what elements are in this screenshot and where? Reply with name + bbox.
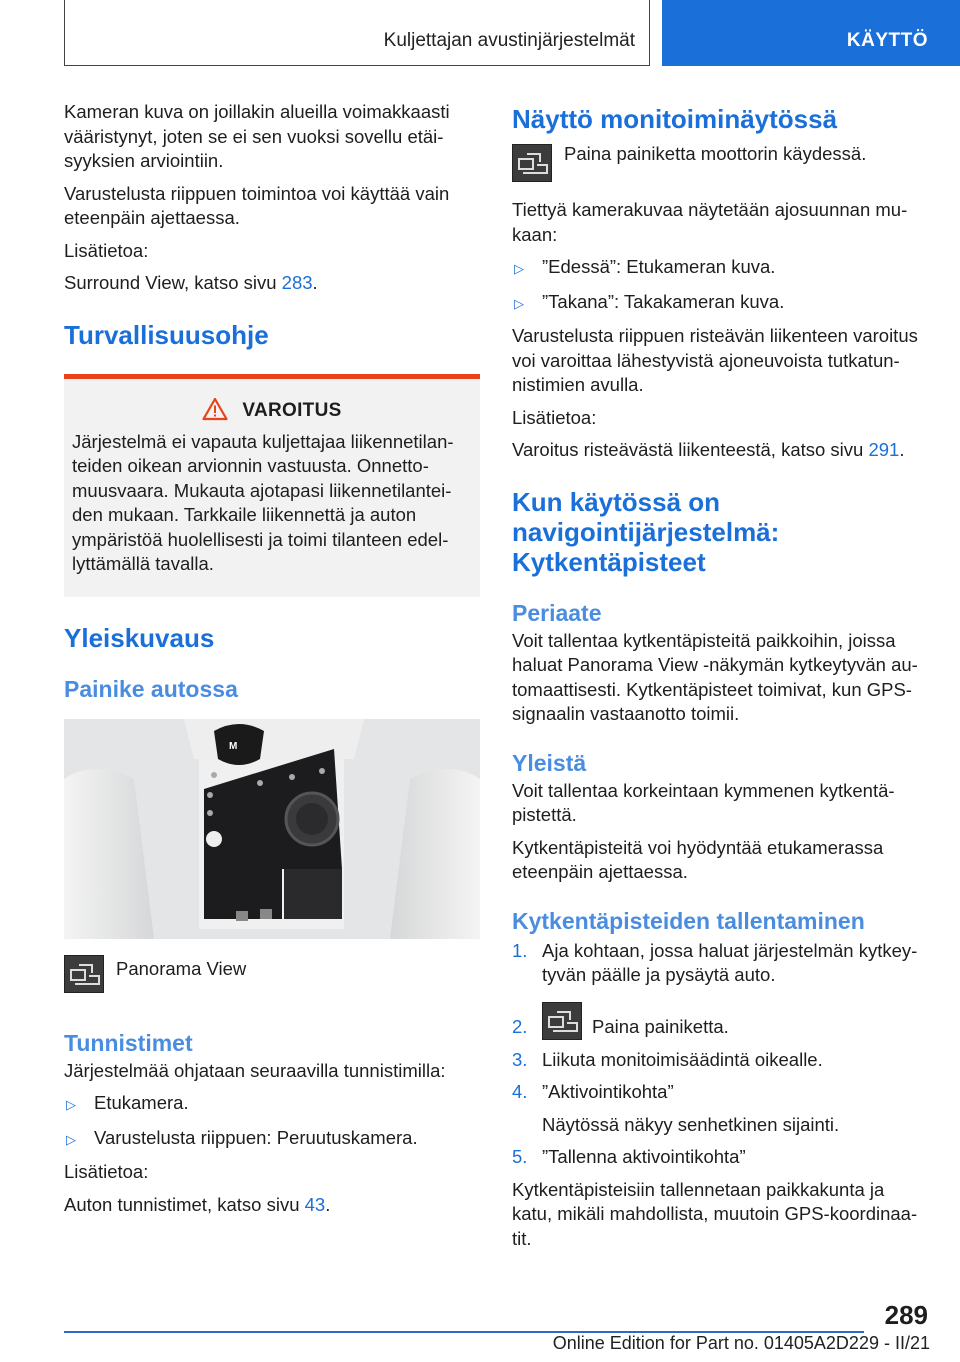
section-title: Kuljettajan avustinjärjestelmät xyxy=(383,30,635,51)
principle-text: Voit tallentaa kytkentäpisteitä paikkoihin, joissa haluat Panorama View -näkymän kytkeytyvän au-tomaattisesti. Kytkentäpisteet toimivat, kun GPS-signaalin vastaanotto toimii. xyxy=(512,629,918,724)
page-link-291[interactable]: 291 xyxy=(868,439,900,460)
warning-box xyxy=(64,374,480,597)
list-item: ▷ ”Edessä”: Etukameran kuva. xyxy=(512,255,928,282)
press-button-row xyxy=(512,144,928,182)
general-text-2: Kytkentäpisteitä voi hyödyntää etukamerassa eteenpäin ajettaessa. xyxy=(512,836,884,882)
edition-text: Online Edition for Part no. 01405A2D229 - II/21 xyxy=(552,1333,930,1353)
chapter-tab[interactable] xyxy=(662,0,960,66)
triangle-bullet-icon: ▷ xyxy=(514,295,524,311)
warning-title: VAROITUS xyxy=(242,400,342,421)
panorama-view-label: Panorama View xyxy=(116,957,247,979)
page-link-43[interactable]: 43 xyxy=(304,1193,326,1215)
views-intro: Tiettyä kamerakuvaa näytetään ajosuunnan mu-kaan: xyxy=(512,199,908,245)
triangle-bullet-icon: ▷ xyxy=(66,1131,76,1147)
right-column xyxy=(512,104,928,1259)
center-console-photo xyxy=(64,719,480,939)
heading-safety: Turvallisuusohje xyxy=(64,319,269,350)
heading-general: Yleistä xyxy=(512,749,587,776)
step-item: 4. ”Aktivointikohta” xyxy=(512,1081,674,1102)
general-text-1: Voit tallentaa korkeintaan kymmenen kytkentä-pistettä. xyxy=(512,779,895,825)
heading-saving-points: Kytkentäpisteiden tallentaminen xyxy=(512,907,865,934)
panorama-view-button-row xyxy=(64,955,480,993)
more-info-label-2: Lisätietoa: xyxy=(64,1161,149,1182)
chapter-tab-label: KÄYTTÖ xyxy=(846,30,928,51)
surround-reference: Surround View, katso sivu 283. xyxy=(64,272,318,293)
step-item: 2. Paina painiketta. xyxy=(512,1002,928,1040)
list-item: ▷ Varustelusta riippuen: Peruutuskamera. xyxy=(64,1126,480,1153)
closing-text: Kytkentäpisteisiin tallennetaan paikkakunta ja katu, mikäli mahdollista, muutoin GPS-koordinaa-tit. xyxy=(512,1178,918,1249)
step-item: 3. Liikuta monitoimisäädintä oikealle. xyxy=(512,1048,823,1070)
triangle-bullet-icon: ▷ xyxy=(514,261,524,276)
heading-display: Näyttö monitoiminäytössä xyxy=(512,104,838,134)
more-info-label-3: Lisätietoa: xyxy=(512,406,597,428)
intro-paragraph-1: Kameran kuva on joillakin alueilla voimakkaasti vääristynyt, joten se ei sen vuoksi sovellu etäi-syyksien arviointiin. xyxy=(64,101,450,171)
heading-navigation-points: Kun käytössä on navigointijärjestelmä: Kytkentäpisteet xyxy=(512,486,780,577)
left-column xyxy=(64,100,480,1225)
list-item: ▷ Etukamera. xyxy=(64,1091,480,1118)
page-link-283[interactable]: 283 xyxy=(281,272,313,293)
intro-paragraph-2: Varustelusta riippuen toimintoa voi käyttää vain eteenpäin ajettaessa. xyxy=(64,182,450,228)
heading-principle: Periaate xyxy=(512,599,602,626)
heading-button-in-car: Painike autossa xyxy=(64,675,238,702)
warning-text: Järjestelmä ei vapauta kuljettajaa liikennetilan-teiden oikean arvionnin vastuusta. Onnetto-muusvaara. Mukauta ajotapasi liikennetilantei-den mukaan. Tarkkaile liikennettä ja auton ympäristöä huolellisesti ja toimi tilanteen edel-lyttämällä tavalla. xyxy=(72,430,454,574)
list-item: ▷ ”Takana”: Takakameran kuva. xyxy=(512,290,928,317)
warning-triangle-icon xyxy=(202,397,228,426)
more-info-label: Lisätietoa: xyxy=(64,239,149,261)
cross-traffic-reference: Varoitus risteävästä liikenteestä, katso sivu 291. xyxy=(512,439,905,460)
sensor-reference: Auton tunnistimet, katso sivu 43. xyxy=(64,1193,331,1215)
press-instruction: Paina painiketta moottorin käydessä. xyxy=(564,143,867,164)
triangle-bullet-icon: ▷ xyxy=(66,1097,76,1112)
page-number: 289 xyxy=(884,1300,928,1330)
step-item: 5. ”Tallenna aktivointikohta” xyxy=(512,1146,746,1167)
camera-button-icon[interactable] xyxy=(64,955,104,993)
camera-button-icon[interactable] xyxy=(512,144,552,182)
step-item: 1. Aja kohtaan, jossa haluat järjestelmän kytkey-tyvän päälle ja pysäytä auto. xyxy=(512,939,918,985)
step-4-result: Näytössä näkyy senhetkinen sijainti. xyxy=(542,1113,840,1135)
cross-traffic-text: Varustelusta riippuen risteävän liikenteen varoitus voi varoittaa lähestyvistä ajoneuvoista tutkatun-nistimien avulla. xyxy=(512,325,918,395)
sensors-intro: Järjestelmää ohjataan seuraavilla tunnistimilla: xyxy=(64,1059,446,1081)
heading-overview: Yleiskuvaus xyxy=(64,622,215,653)
camera-button-icon[interactable] xyxy=(542,1002,582,1040)
header-section-box xyxy=(64,0,650,66)
svg-text:M: M xyxy=(229,740,238,752)
heading-sensors: Tunnistimet xyxy=(64,1029,193,1056)
